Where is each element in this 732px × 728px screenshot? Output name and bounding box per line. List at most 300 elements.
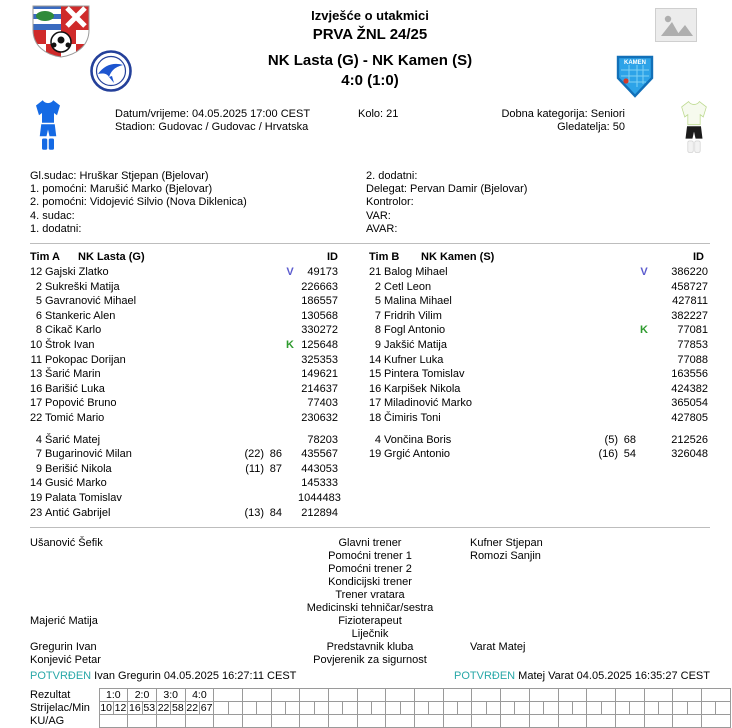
substitution-info [234, 367, 282, 382]
substitution-info [234, 506, 282, 521]
confirmed-status-a: POTVRĐEN [30, 670, 92, 683]
substitution-minute: 86 [269, 448, 282, 461]
substitute-row [30, 462, 350, 477]
player-badge [636, 280, 652, 295]
minute-cell: 58 [172, 702, 184, 715]
starter-row [369, 382, 708, 397]
team-a-roster-header [30, 250, 350, 265]
scorer-cell [271, 702, 285, 715]
player-number: 12 [30, 266, 43, 279]
scorer-cell [701, 702, 715, 715]
substituted-for: (5) [604, 433, 618, 446]
player-id: 326048 [671, 448, 708, 461]
player-badge [636, 294, 652, 309]
player-id: 125648 [301, 338, 338, 351]
official-entry: VAR: [366, 209, 391, 222]
player-badge [636, 353, 652, 368]
player-id: 443053 [301, 462, 338, 475]
minute-cell [658, 702, 672, 715]
substitute-row [30, 476, 350, 491]
staff-role: Pomoćni trener 1 [328, 550, 412, 563]
round-text: Kolo: 21 [358, 108, 399, 120]
player-number: 17 [30, 397, 43, 410]
staff-row [30, 550, 710, 563]
player-id: 77403 [307, 397, 338, 410]
minute-cell [630, 702, 644, 715]
confirmation-right [454, 670, 710, 682]
player-name: Karpišek Nikola [384, 382, 461, 395]
competition-title: PRVA ŽNL 24/25 [312, 26, 428, 43]
staff-row [30, 641, 710, 654]
player-number: 16 [30, 382, 43, 395]
divider [30, 527, 710, 528]
player-name: Štrok Ivan [45, 338, 95, 351]
minute-cell [544, 702, 558, 715]
player-id: 230632 [301, 411, 338, 424]
minute-cell: 53 [143, 702, 156, 715]
report-header [30, 0, 710, 158]
staff-role: Fizioterapeut [338, 615, 402, 628]
player-number: 5 [35, 295, 42, 308]
minute-cell [314, 702, 328, 715]
scorer-cell: 22 [186, 702, 199, 715]
player-name: Barišić Luka [45, 382, 105, 395]
player-id: 424382 [671, 382, 708, 395]
substitution-info [234, 294, 282, 309]
scorer-cell: 16 [129, 702, 141, 715]
staff-role: Trener vratara [335, 589, 405, 602]
starter-row [30, 367, 350, 382]
substitution-info [234, 353, 282, 368]
staff-name-team-a: Ušanović Šefik [30, 537, 103, 550]
staff-section [30, 537, 710, 667]
substituted-for: (16) [598, 448, 618, 461]
player-badge [282, 506, 298, 521]
substitute-row [30, 447, 350, 462]
result-cell [242, 689, 271, 702]
player-badge: K [286, 338, 294, 351]
player-id: 1044483 [298, 491, 341, 504]
player-id: 77853 [677, 338, 708, 351]
substitution-info [588, 309, 636, 324]
team-b-starters [369, 265, 708, 426]
player-badge [636, 396, 652, 411]
player-badge [636, 309, 652, 324]
player-id: 130568 [301, 309, 338, 322]
officials-right [366, 170, 710, 236]
rosters-section [30, 250, 710, 520]
player-badge [282, 411, 298, 426]
substitution-info [234, 323, 282, 338]
starter-row [30, 280, 350, 295]
substitution-minute: 87 [269, 462, 282, 475]
player-badge: K [640, 324, 648, 337]
player-number: 18 [369, 411, 382, 424]
player-name: Gajski Zlatko [45, 266, 109, 279]
player-number: 23 [30, 506, 43, 519]
staff-name-team-a [30, 628, 270, 641]
substitution-info [588, 353, 636, 368]
player-number: 11 [30, 353, 42, 366]
player-name: Kufner Luka [384, 353, 444, 366]
staff-name-team-a [30, 602, 270, 615]
scorer-cell [615, 702, 629, 715]
substituted-for: (13) [244, 506, 264, 519]
player-badge [282, 323, 298, 338]
staff-role: Medicinski tehničar/sestra [306, 602, 434, 615]
player-badge [636, 367, 652, 382]
player-name: Pokopac Dorijan [45, 353, 126, 366]
player-id: 330272 [301, 324, 338, 337]
substitution-info [588, 323, 636, 338]
substitution-info [588, 294, 636, 309]
title-block [30, 8, 710, 43]
substitution-info [234, 462, 282, 477]
player-id: 186557 [301, 295, 338, 308]
player-name: Fogl Antonio [384, 324, 446, 337]
svg-text:KAMEN: KAMEN [624, 60, 646, 66]
player-id: 49173 [307, 266, 338, 279]
officials-left [30, 170, 366, 236]
result-cell [644, 689, 673, 702]
minute-cell [257, 702, 271, 715]
player-name: Cetl Leon [384, 280, 432, 293]
starter-row [369, 396, 708, 411]
player-badge [282, 462, 298, 477]
starter-row [369, 265, 708, 280]
player-number: 10 [30, 338, 43, 351]
staff-row [30, 563, 710, 576]
scorer-cell [472, 702, 486, 715]
staff-role: Predstavnik kluba [326, 641, 414, 654]
player-id: 78203 [307, 433, 338, 446]
team-b-roster [369, 250, 708, 520]
result-cell [415, 689, 444, 702]
player-number: 9 [35, 462, 42, 475]
category-text: Dobna kategorija: Seniori [501, 108, 625, 120]
player-name: Fridrih Vilim [384, 309, 442, 322]
minute-cell [343, 702, 357, 715]
player-name: Balog Mihael [384, 266, 448, 279]
report-title: Izvješće o utakmici [311, 8, 429, 23]
player-number: 13 [30, 368, 43, 381]
scorer-cell [587, 702, 601, 715]
substitution-info [234, 396, 282, 411]
player-number: 8 [35, 324, 42, 337]
minute-cell: 12 [114, 702, 127, 715]
player-badge [282, 353, 298, 368]
substitution-minute: 54 [623, 448, 636, 461]
player-number: 4 [374, 433, 381, 446]
substitute-row [369, 447, 708, 462]
player-number: 6 [35, 309, 42, 322]
official-entry: 2. dodatni: [366, 170, 418, 182]
player-name: Šarić Marin [45, 368, 101, 381]
minute-cell [687, 702, 701, 715]
scorer-cell [644, 702, 658, 715]
player-number: 7 [374, 309, 381, 322]
divider [30, 243, 710, 244]
player-number: 17 [369, 397, 382, 410]
staff-row [30, 628, 710, 641]
starter-row [30, 323, 350, 338]
starter-row [30, 338, 350, 353]
player-id: 382227 [671, 309, 708, 322]
starter-row [369, 294, 708, 309]
substitution-info [588, 433, 636, 448]
player-name: Šarić Matej [45, 433, 101, 446]
player-badge [282, 367, 298, 382]
player-id: 458727 [671, 280, 708, 293]
player-number: 16 [369, 382, 382, 395]
scorer-cell [501, 702, 515, 715]
minute-cell [400, 702, 414, 715]
substitute-row [30, 433, 350, 448]
substitute-row [30, 506, 350, 521]
confirmed-text-b: Matej Varat 04.05.2025 16:35:27 CEST [515, 670, 710, 683]
confirmed-text-a: Ivan Gregurin 04.05.2025 16:27:11 CEST [91, 670, 297, 683]
staff-name-team-b: Kufner Stjepan [470, 537, 543, 550]
player-number: 21 [369, 266, 382, 279]
scorer-cell [443, 702, 457, 715]
staff-role: Glavni trener [338, 537, 402, 550]
player-number: 9 [374, 338, 381, 351]
official-entry: 2. pomoćni: Vidojević Silvio (Nova Diklenica) [30, 196, 247, 209]
player-name: Bugarinović Milan [45, 448, 132, 461]
team-a-name: NK Lasta (G) [78, 251, 145, 264]
substitution-info [588, 338, 636, 353]
substitution-info [588, 265, 636, 280]
staff-name-team-a: Gregurin Ivan [30, 641, 97, 654]
player-badge [282, 433, 298, 448]
scorer-cell: 10 [100, 702, 113, 715]
player-number: 15 [369, 368, 382, 381]
staff-row [30, 537, 710, 550]
scorer-cell [242, 702, 256, 715]
staff-name-team-a [30, 589, 270, 602]
officials-section [30, 170, 710, 236]
substitution-minute: 84 [269, 506, 282, 519]
minute-cell [486, 702, 500, 715]
player-name: Berišić Nikola [45, 462, 112, 475]
substitution-info [234, 280, 282, 295]
player-badge [282, 447, 298, 462]
staff-name-team-b [470, 563, 710, 576]
official-entry: Delegat: Pervan Damir (Bjelovar) [366, 183, 528, 196]
scorer-cell [357, 702, 371, 715]
result-cell [673, 689, 702, 702]
team-b-kit-icon [678, 100, 710, 154]
scorer-minute-row [30, 702, 731, 715]
staff-name-team-a: Konjević Petar [30, 654, 101, 667]
starter-row [30, 265, 350, 280]
starter-row [30, 309, 350, 324]
staff-name-team-b [470, 602, 710, 615]
confirmation-left [30, 670, 296, 682]
substitute-row [30, 491, 350, 506]
attendance-text: Gledatelja: 50 [557, 121, 625, 133]
minute-cell [458, 702, 472, 715]
player-id: 226663 [301, 280, 338, 293]
result-cell [271, 689, 300, 702]
minute-cell: 67 [200, 702, 213, 715]
result-cell: 3:0 [156, 689, 185, 702]
match-datetime [115, 108, 315, 134]
result-row-label: Rezultat [30, 689, 71, 702]
official-entry: Gl.sudac: Hruškar Stjepan (Bjelovar) [30, 170, 209, 182]
player-number: 14 [30, 477, 43, 490]
substitution-info [234, 476, 282, 491]
result-cell [558, 689, 587, 702]
staff-name-team-b [470, 628, 710, 641]
player-id: 77088 [677, 353, 708, 366]
match-title-block [30, 52, 710, 89]
player-name: Cikač Karlo [45, 324, 102, 337]
result-cell [386, 689, 415, 702]
result-cell [701, 689, 730, 702]
result-cell [300, 689, 329, 702]
player-name: Miladinović Marko [384, 397, 473, 410]
substitution-info [234, 411, 282, 426]
minute-cell [572, 702, 586, 715]
datetime-text: Datum/vrijeme: 04.05.2025 17:00 CEST [115, 108, 311, 120]
starter-row [30, 396, 350, 411]
result-cell: 2:0 [128, 689, 157, 702]
scorer-cell [558, 702, 572, 715]
substitution-info [234, 309, 282, 324]
player-name: Jakšić Matija [384, 338, 447, 351]
player-number: 5 [374, 295, 381, 308]
official-entry: 4. sudac: [30, 209, 75, 222]
minute-cell [601, 702, 615, 715]
minute-cell [285, 702, 299, 715]
substitution-info [234, 491, 282, 506]
scorer-cell [529, 702, 543, 715]
minute-cell [228, 702, 242, 715]
player-badge [636, 447, 652, 462]
staff-name-team-a [30, 550, 270, 563]
result-cell [472, 689, 501, 702]
team-a-roster [30, 250, 350, 520]
result-cell [501, 689, 530, 702]
result-cell [329, 689, 358, 702]
substitution-info [588, 447, 636, 462]
scorer-cell [214, 702, 228, 715]
scorer-cell [415, 702, 429, 715]
player-id: 427811 [672, 295, 708, 308]
player-id: 365054 [671, 397, 708, 410]
team-b-substitutes [369, 433, 708, 462]
staff-name-team-a [30, 563, 270, 576]
player-id: 77081 [677, 324, 708, 337]
result-grid-section [30, 688, 710, 728]
match-info-row [30, 96, 710, 156]
result-cell [443, 689, 472, 702]
player-name: Pintera Tomislav [384, 368, 465, 381]
player-number: 2 [374, 280, 381, 293]
substitution-info [234, 433, 282, 448]
team-b-roster-header [369, 250, 708, 265]
substituted-for: (22) [244, 448, 264, 461]
staff-row [30, 654, 710, 667]
player-badge [282, 491, 298, 506]
starter-row [369, 323, 708, 338]
minute-cell [372, 702, 386, 715]
result-cell [615, 689, 644, 702]
starter-row [369, 353, 708, 368]
confirmation-section [30, 670, 710, 682]
player-badge: V [286, 266, 294, 279]
substitution-info [234, 265, 282, 280]
official-entry: Kontrolor: [366, 196, 414, 209]
ku-ag-row-label: KU/AG [30, 715, 65, 728]
substitution-info [588, 280, 636, 295]
player-id: 212894 [301, 506, 338, 519]
player-number: 19 [30, 491, 43, 504]
result-cell [214, 689, 243, 702]
player-name: Malina Mihael [384, 295, 452, 308]
result-cell [587, 689, 616, 702]
staff-name-team-a [30, 576, 270, 589]
team-a-id-header: ID [327, 251, 338, 264]
player-name: Tomić Mario [45, 411, 105, 424]
confirmed-status-b: POTVRĐEN [454, 670, 516, 683]
category-attendance-block [501, 108, 625, 134]
official-entry: AVAR: [366, 222, 398, 235]
player-badge [282, 309, 298, 324]
player-id: 214637 [301, 382, 338, 395]
staff-name-team-a: Majerić Matija [30, 615, 98, 628]
staff-name-team-b [470, 654, 710, 667]
player-name: Gusić Marko [45, 477, 107, 490]
starter-row [30, 353, 350, 368]
substitution-info [588, 396, 636, 411]
player-number: 19 [369, 448, 382, 461]
player-name: Palata Tomislav [45, 491, 122, 504]
starter-row [369, 411, 708, 426]
team-b-logo [615, 54, 655, 98]
substitute-row [369, 433, 708, 448]
player-badge [636, 338, 652, 353]
player-badge [282, 280, 298, 295]
minute-cell [716, 702, 731, 715]
player-badge [282, 294, 298, 309]
staff-row [30, 615, 710, 628]
staff-name-team-b [470, 589, 710, 602]
result-cell [529, 689, 558, 702]
staff-name-team-b: Varat Matej [470, 641, 526, 654]
player-badge: V [640, 266, 648, 279]
substitution-info [234, 447, 282, 462]
official-entry: 1. pomoćni: Marušić Marko (Bjelovar) [30, 183, 213, 196]
substitution-info [588, 411, 636, 426]
staff-role: Pomoćni trener 2 [328, 563, 412, 576]
staff-row [30, 576, 710, 589]
scorer-cell [329, 702, 343, 715]
result-grid [30, 688, 731, 728]
player-number: 22 [30, 411, 43, 424]
team-a-starters [30, 265, 350, 426]
starter-row [369, 309, 708, 324]
starter-row [30, 411, 350, 426]
team-b-label: Tim B [369, 251, 400, 264]
starter-row [30, 382, 350, 397]
result-cell: 4:0 [185, 689, 214, 702]
player-number: 14 [369, 353, 382, 366]
photo-placeholder-icon [655, 8, 697, 42]
final-score: 4:0 (1:0) [341, 72, 399, 89]
player-badge [282, 382, 298, 397]
